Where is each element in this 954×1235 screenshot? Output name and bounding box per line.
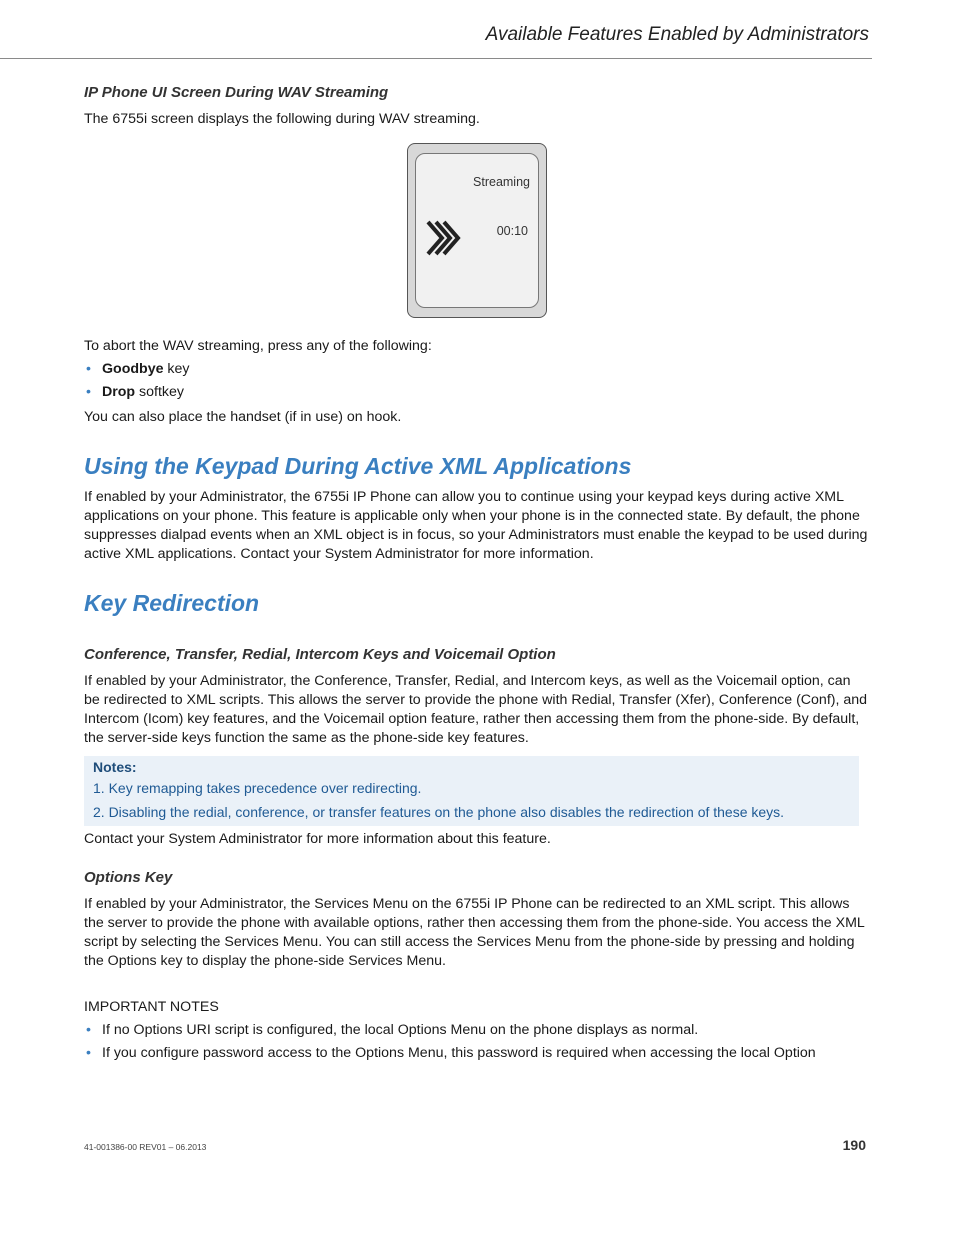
phone-display	[415, 153, 539, 308]
heading-options-key: Options Key	[84, 869, 173, 886]
heading-keypad: Using the Keypad During Active XML Applications	[84, 453, 632, 479]
screen-time-text: 00:10	[496, 224, 528, 238]
section-heading-wav: IP Phone UI Screen During WAV Streaming	[84, 84, 389, 101]
wav-intro: The 6755i screen displays the following during WAV streaming.	[84, 111, 480, 127]
keypad-body: If enabled by your Administrator, the 6755i IP Phone can allow you to continue using your keypad keys during active XML applications on your phone. This feature is applicable only when your phone is in the connected state. By default, the phone suppresses dialpad events when an XML object is in focus, so your Administrators must enable the keypad to be used during active XML applications. Contact your System Administrator for more information.	[84, 489, 868, 562]
contact-line: Contact your System Administrator for more information about this feature.	[84, 831, 551, 847]
notes-title: Notes:	[93, 759, 137, 775]
screen-status-text: Streaming	[473, 175, 530, 189]
important-title: IMPORTANT NOTES	[84, 999, 219, 1015]
note-item: 1. Key remapping takes precedence over redirecting.	[93, 780, 422, 796]
subheading-conference: Conference, Transfer, Redial, Intercom Keys and Voicemail Option	[84, 646, 556, 663]
streaming-chevrons-icon	[422, 218, 462, 258]
redirect-body: If enabled by your Administrator, the Conference, Transfer, Redial, and Intercom keys, as well as the Voicemail option, can be redirected to XML scripts. This allows the server to provide the phone with Redial, Transfer (Xfer), Conference (Conf), and Intercom (Icom) key features, and the Voicemail option feature, rather then accessing them from the phone-side. By default, the server-side keys function the same as the phone-side key features.	[84, 673, 868, 746]
footer-doc-id: 41-001386-00 REV01 – 06.2013	[84, 1142, 207, 1152]
header-rule	[0, 58, 872, 59]
list-item: • If no Options URI script is configured, the local Options Menu on the phone displays as normal.	[86, 1022, 699, 1038]
note-item: 2. Disabling the redial, conference, or transfer features on the phone also disables the redirection of these keys.	[93, 804, 785, 820]
handset-note: You can also place the handset (if in use) on hook.	[84, 409, 402, 425]
phone-screen-illustration	[407, 143, 547, 318]
options-body: If enabled by your Administrator, the Services Menu on the 6755i IP Phone can be redirected to an XML script. This allows the server to provide the phone with available options, rather then accessing them from the phone-side. You access the XML script by selecting the Services Menu. You can still access the Services Menu from the phone-side by pressing and holding the Options key to display the phone-side Services Menu.	[84, 896, 865, 969]
running-header: Available Features Enabled by Administrators	[485, 24, 869, 45]
list-item: • If you configure password access to the Options Menu, this password is required when accessing the local Option	[86, 1045, 816, 1061]
abort-intro: To abort the WAV streaming, press any of the following:	[84, 338, 432, 354]
list-item: • Drop softkey	[86, 384, 184, 400]
list-item: • Goodbye key	[86, 361, 190, 377]
page-number: 190	[842, 1137, 866, 1153]
notes-box	[84, 756, 859, 826]
heading-key-redirection: Key Redirection	[84, 590, 260, 616]
